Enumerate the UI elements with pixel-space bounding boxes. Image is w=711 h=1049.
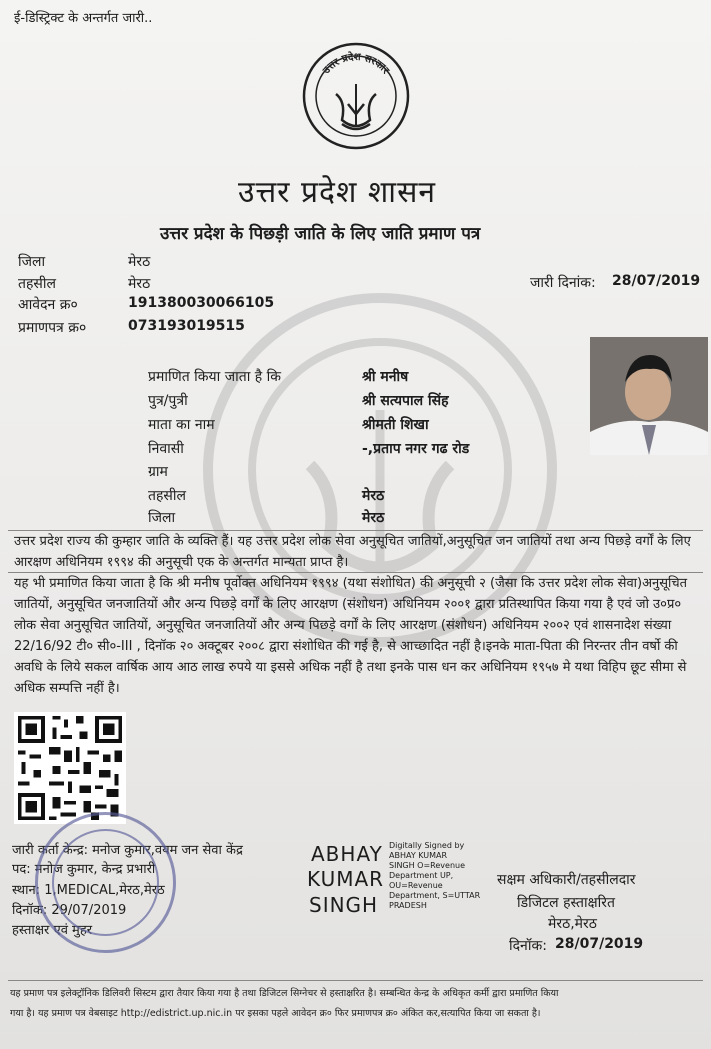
- digital-signer-line1: ABHAY: [311, 842, 383, 866]
- issuer-designation: पद: मनोज कुमार, केन्द्र प्रभारी: [12, 862, 156, 877]
- digital-signer-line3: SINGH: [309, 893, 379, 917]
- caste-recognition-paragraph: उत्तर प्रदेश राज्य की कुम्हार जाति के व्यक्ति हैं। यह उत्तर प्रदेश लोक सेवा अनुसूचित जातियों,अनुसूचित जन जातियों तथा अन्य पिछड़े वर्गों के लिए आरक्षण अधिनियम १९९४ की अनुसूची एक के अन्तर्गत मान्यता प्राप्त है।: [14, 534, 691, 570]
- footer-note-line1: यह प्रमाण पत्र इलेक्ट्रॉनिक डिलिवरी सिस्टम द्वारा तैयार किया गया है तथा डिजिटल सिग्नेचर से हस्ताक्षरित है। सम्बन्धित केन्द्र के अधिकृत कर्मी द्वारा प्रमाणित किया: [10, 988, 559, 999]
- digital-signature-detail: PRADESH: [389, 901, 427, 910]
- footer-note-line2: गया है। यह प्रमाण पत्र वेबसाइट http://edistrict.up.nic.in पर इसका पहले आवेदन क्र० फिर प्रमाणपत्र क्र० अंकित कर,सत्यापित किया जा सकता है।: [10, 1008, 541, 1019]
- centre-seal-stamp: [35, 812, 176, 953]
- application-number-label: आवेदन क्र०: [18, 297, 78, 313]
- applicant-photo: [590, 337, 708, 455]
- verification-qr-code: [14, 712, 126, 824]
- tehsil-value: मेरठ: [128, 276, 151, 292]
- person-tehsil-value: मेरठ: [362, 488, 385, 504]
- digital-signature-detail: Department, S=UTTAR: [389, 891, 481, 900]
- digital-signer-line2: KUMAR: [307, 867, 385, 891]
- certificate-title: उत्तर प्रदेश के पिछड़ी जाति के लिए जाति प्रमाण पत्र: [160, 224, 481, 244]
- authority-date: 28/07/2019: [555, 936, 644, 952]
- parent-name: श्री सत्यपाल सिंह: [362, 393, 449, 409]
- digital-signature-detail: Digitally Signed by: [389, 841, 465, 850]
- issue-date: 28/07/2019: [612, 273, 701, 289]
- digitally-signed-label: डिजिटल हस्ताक्षरित: [517, 895, 615, 911]
- mother-name: श्रीमती शिखा: [362, 417, 429, 433]
- digital-signature-detail: OU=Revenue: [389, 881, 443, 890]
- mother-label: माता का नाम: [148, 417, 215, 433]
- person-district-label: जिला: [148, 510, 176, 526]
- signature-and-seal-label: हस्ताक्षर एवं मुहर: [12, 923, 93, 938]
- certification-paragraph: यह भी प्रमाणित किया जाता है कि श्री मनीष पूर्वोक्त अधिनियम १९९४ (यथा संशोधित) की अनुसूची २ (जैसा कि उत्तर प्रदेश लोक सेवा)अनुसूचित जातियों, अनुसूचित जनजातियों और अन्य पिछड़े वर्गों के लिए आरक्षण (संशोधन) अधिनियम २००१ द्वारा प्रतिस्थापित किया गया है एवं जो उ०प्र० लोक सेवा अनुसूचित जातियों, अनुसूचित जनजातियों और अन्य पिछड़े वर्गों के लिए आरक्षण (संशोधन) अधिनियम २००२ एवं शासनादेश संख्या 22/16/92 टी० सी०-III , दिनॉक २० अक्टूबर २००८ द्वारा संशोधित की गई है, से आच्छादित नहीं है।इनके माता-पिता की निरन्तर तीन वर्षो की अवधि के लिये सकल वार्षिक आय आठ लाख रुपये या इससे अधिक नहीं है तथा इनके पास धन कर अधिनियम १९५७ मे यथा विहिप छूट सीमा से अधिक सम्पत्ति नहीं है।: [14, 576, 688, 696]
- resident-label: निवासी: [148, 441, 184, 457]
- person-tehsil-label: तहसील: [148, 488, 186, 504]
- person-district-value: मेरठ: [362, 510, 385, 526]
- applicant-name: श्री मनीष: [362, 369, 409, 385]
- tehsil-label: तहसील: [18, 276, 56, 292]
- digital-signature-detail: ABHAY KUMAR: [389, 851, 448, 860]
- certificate-number: 073193019515: [128, 318, 245, 334]
- government-title: उत्तर प्रदेश शासन: [238, 175, 437, 210]
- issued-under-note: ई-डिस्ट्रिक्ट के अन्तर्गत जारी..: [14, 11, 153, 26]
- svg-text:उत्तर प्रदेश सरकार: उत्तर प्रदेश सरकार: [321, 51, 391, 77]
- digital-signature-detail: Department UP,: [389, 871, 454, 880]
- up-government-emblem: [302, 42, 410, 150]
- resident-address: -,प्रताप नगर गढ रोड: [362, 441, 470, 457]
- authority-designation: सक्षम अधिकारी/तहसीलदार: [497, 872, 636, 888]
- issuer-date: दिनॉक: 29/07/2019: [12, 903, 127, 918]
- authority-location: मेरठ,मेरठ: [548, 916, 597, 932]
- digital-signature-detail: SINGH O=Revenue: [389, 861, 466, 870]
- village-label: ग्राम: [148, 464, 168, 480]
- parent-label: पुत्र/पुत्री: [148, 393, 188, 409]
- issuing-centre: जारी कर्ता केन्द्र: मनोज कुमार,वयम जन सेवा केंद्र: [12, 843, 243, 858]
- district-value: मेरठ: [128, 254, 151, 270]
- application-number: 191380030066105: [128, 295, 275, 311]
- authority-date-label: दिनॉक:: [509, 938, 547, 954]
- certify-label: प्रमाणित किया जाता है कि: [148, 369, 282, 385]
- issue-date-label: जारी दिनांक:: [530, 275, 596, 291]
- issuer-place: स्थान: 1,MEDICAL,मेरठ,मेरठ: [12, 883, 165, 898]
- footer-divider: [8, 980, 703, 981]
- certificate-number-label: प्रमाणपत्र क्र०: [18, 320, 87, 336]
- district-label: जिला: [18, 254, 46, 270]
